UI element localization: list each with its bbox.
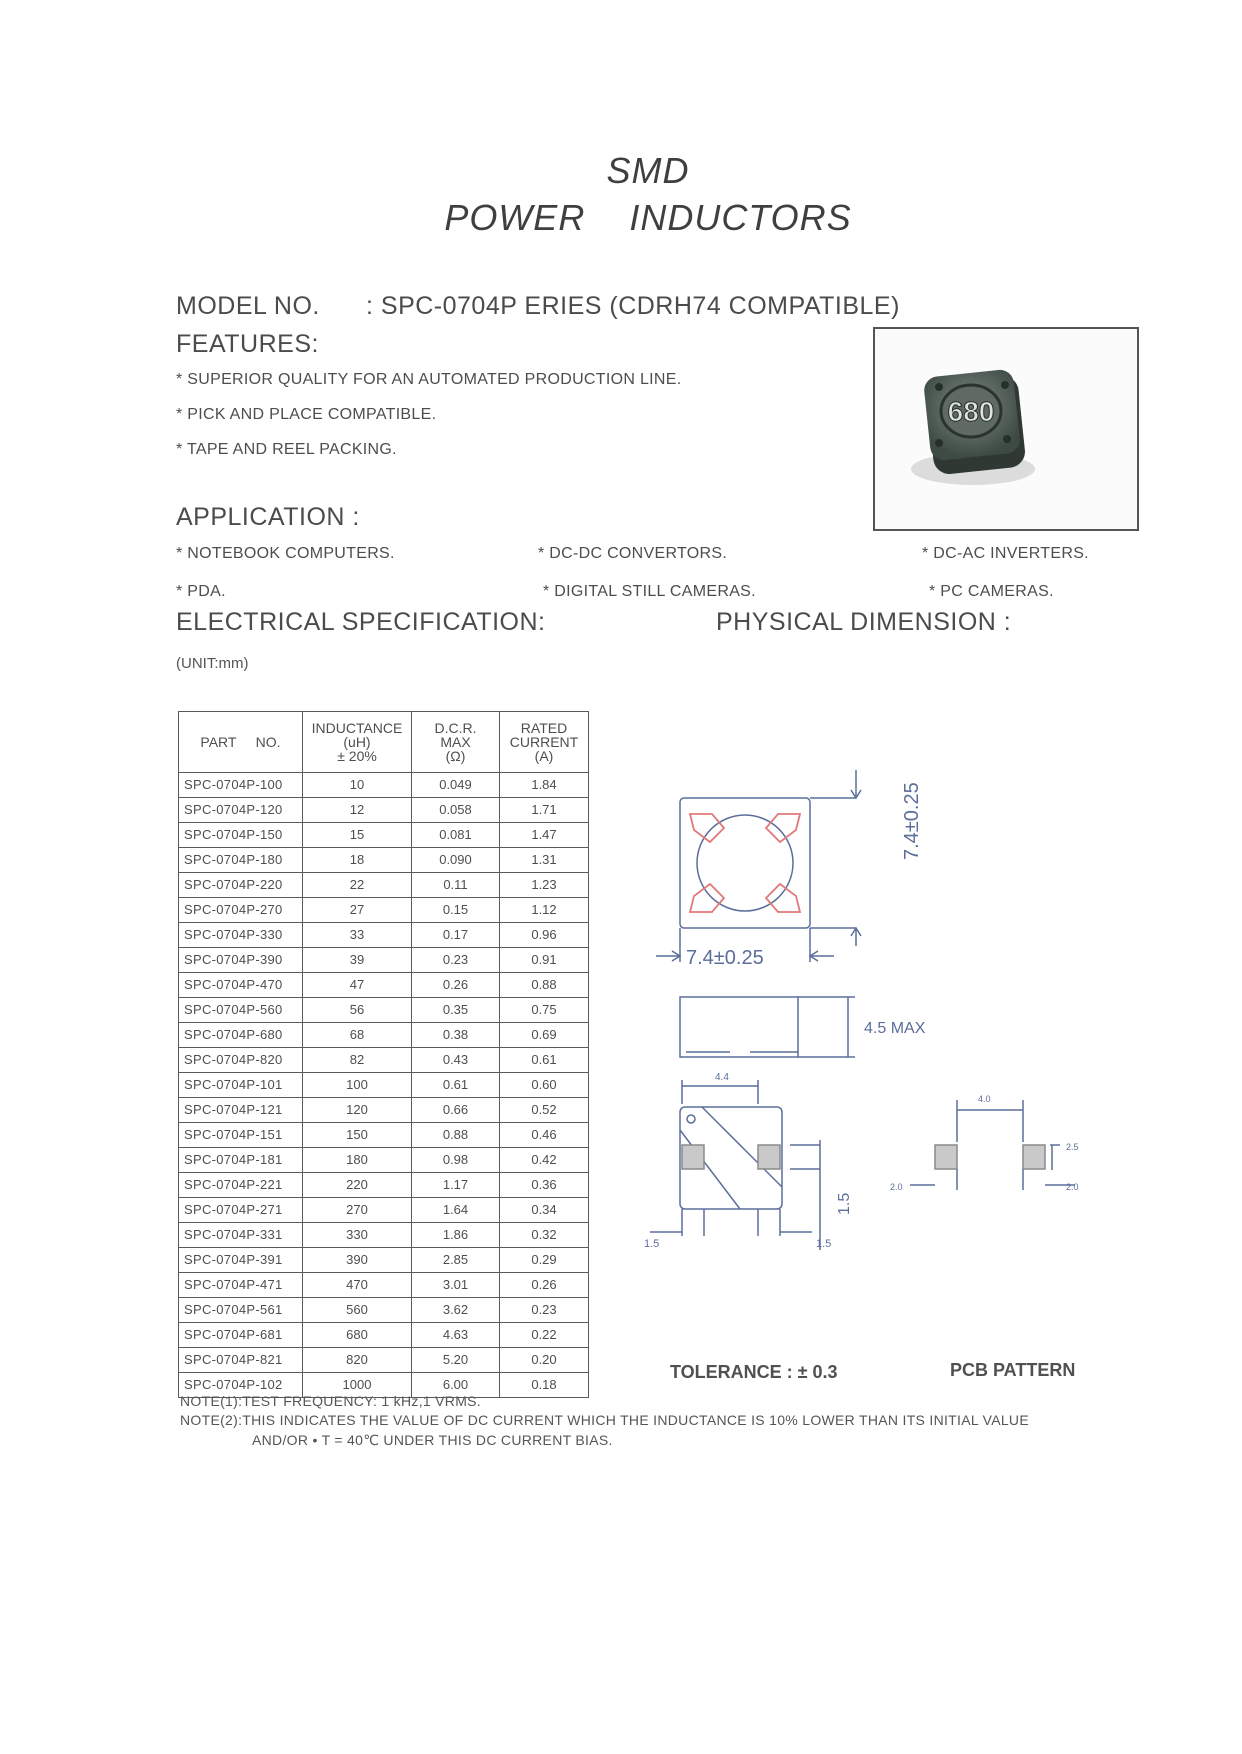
feature-item: * PICK AND PLACE COMPATIBLE. xyxy=(176,406,437,423)
corner-terminals xyxy=(690,814,800,912)
dcr-cell: 0.090 xyxy=(412,848,500,873)
dim-44-label: 4.4 xyxy=(715,1072,729,1083)
inductance-cell: 12 xyxy=(303,798,412,823)
table-row xyxy=(179,1273,589,1298)
application-item: * DC-AC INVERTERS. xyxy=(922,545,1089,562)
inductance-cell: 18 xyxy=(303,848,412,873)
table-row xyxy=(179,823,589,848)
inductance-cell: 560 xyxy=(303,1298,412,1323)
title-line-1: SMD xyxy=(606,150,690,191)
note-1: NOTE(1):TEST FREQUENCY: 1 kHz,1 VRMS. xyxy=(180,1393,481,1409)
table-row xyxy=(179,798,589,823)
table-row xyxy=(179,848,589,873)
current-cell: 0.88 xyxy=(500,973,589,998)
header-current: RATED CURRENT (A) xyxy=(500,712,589,773)
part-no-cell: SPC-0704P-270 xyxy=(179,898,303,923)
header-inductance: INDUCTANCE (uH) ± 20% xyxy=(303,712,412,773)
dcr-cell: 5.20 xyxy=(412,1348,500,1373)
table-row xyxy=(179,973,589,998)
part-no-cell: SPC-0704P-121 xyxy=(179,1098,303,1123)
current-cell: 0.60 xyxy=(500,1073,589,1098)
unit-label: (UNIT:mm) xyxy=(176,655,249,672)
features-heading: FEATURES: xyxy=(176,330,319,358)
inductance-cell: 270 xyxy=(303,1198,412,1223)
inductance-cell: 56 xyxy=(303,998,412,1023)
dcr-cell: 0.11 xyxy=(412,873,500,898)
table-row xyxy=(179,998,589,1023)
dim-15-left-label: 1.5 xyxy=(644,1238,660,1250)
inductance-cell: 390 xyxy=(303,1248,412,1273)
current-cell: 0.96 xyxy=(500,923,589,948)
current-cell: 0.34 xyxy=(500,1198,589,1223)
current-cell: 0.32 xyxy=(500,1223,589,1248)
side-view-outline xyxy=(680,997,798,1057)
feature-item: * TAPE AND REEL PACKING. xyxy=(176,441,397,458)
table-row xyxy=(179,1323,589,1348)
inductance-cell: 150 xyxy=(303,1123,412,1148)
table-row xyxy=(179,1173,589,1198)
dcr-cell: 0.98 xyxy=(412,1148,500,1173)
current-cell: 0.29 xyxy=(500,1248,589,1273)
inductance-cell: 180 xyxy=(303,1148,412,1173)
dcr-cell: 0.049 xyxy=(412,773,500,798)
part-no-cell: SPC-0704P-820 xyxy=(179,1048,303,1073)
part-no-cell: SPC-0704P-561 xyxy=(179,1298,303,1323)
part-no-cell: SPC-0704P-221 xyxy=(179,1173,303,1198)
application-item: * PDA. xyxy=(176,583,226,600)
part-no-cell: SPC-0704P-391 xyxy=(179,1248,303,1273)
part-no-cell: SPC-0704P-560 xyxy=(179,998,303,1023)
inductance-cell: 39 xyxy=(303,948,412,973)
current-cell: 0.26 xyxy=(500,1273,589,1298)
title-line-2: POWER INDUCTORS xyxy=(444,197,852,238)
part-no-cell: SPC-0704P-180 xyxy=(179,848,303,873)
physical-heading: PHYSICAL DIMENSION : xyxy=(716,608,1012,636)
application-item: * DC-DC CONVERTORS. xyxy=(538,545,728,562)
current-cell: 0.91 xyxy=(500,948,589,973)
dcr-cell: 0.88 xyxy=(412,1123,500,1148)
dcr-cell: 0.38 xyxy=(412,1023,500,1048)
current-cell: 1.12 xyxy=(500,898,589,923)
inductance-cell: 330 xyxy=(303,1223,412,1248)
pcb-pattern-label: PCB PATTERN xyxy=(950,1360,1076,1380)
table-row xyxy=(179,1023,589,1048)
application-item: * NOTEBOOK COMPUTERS. xyxy=(176,545,395,562)
part-no-cell: SPC-0704P-102 xyxy=(179,1373,303,1398)
part-no-cell: SPC-0704P-120 xyxy=(179,798,303,823)
dim-max-label: 4.5 MAX xyxy=(864,1020,926,1037)
part-no-cell: SPC-0704P-331 xyxy=(179,1223,303,1248)
table-row xyxy=(179,1073,589,1098)
application-item: * DIGITAL STILL CAMERAS. xyxy=(543,583,756,600)
current-cell: 0.52 xyxy=(500,1098,589,1123)
dcr-cell: 6.00 xyxy=(412,1373,500,1398)
dimension-drawing xyxy=(620,750,1220,1390)
header-part-no: PART NO. xyxy=(179,712,303,773)
inductance-cell: 68 xyxy=(303,1023,412,1048)
header-dcr: D.C.R. MAX (Ω) xyxy=(412,712,500,773)
table-row xyxy=(179,1348,589,1373)
current-cell: 0.69 xyxy=(500,1023,589,1048)
inductance-cell: 1000 xyxy=(303,1373,412,1398)
dcr-cell: 2.85 xyxy=(412,1248,500,1273)
current-cell: 0.22 xyxy=(500,1323,589,1348)
dcr-cell: 0.66 xyxy=(412,1098,500,1123)
dim-width-label: 7.4±0.25 xyxy=(686,947,764,969)
current-cell: 0.46 xyxy=(500,1123,589,1148)
part-no-cell: SPC-0704P-821 xyxy=(179,1348,303,1373)
table-row xyxy=(179,1298,589,1323)
inductance-cell: 820 xyxy=(303,1348,412,1373)
part-no-cell: SPC-0704P-470 xyxy=(179,973,303,998)
part-no-cell: SPC-0704P-100 xyxy=(179,773,303,798)
pcb-20-left-label: 2.0 xyxy=(890,1182,903,1192)
core-circle xyxy=(697,815,793,911)
application-heading: APPLICATION : xyxy=(176,503,360,531)
part-no-cell: SPC-0704P-271 xyxy=(179,1198,303,1223)
dcr-cell: 1.17 xyxy=(412,1173,500,1198)
dcr-cell: 1.86 xyxy=(412,1223,500,1248)
dcr-cell: 0.23 xyxy=(412,948,500,973)
part-no-cell: SPC-0704P-150 xyxy=(179,823,303,848)
current-cell: 0.18 xyxy=(500,1373,589,1398)
part-no-cell: SPC-0704P-390 xyxy=(179,948,303,973)
table-row xyxy=(179,1198,589,1223)
current-cell: 0.36 xyxy=(500,1173,589,1198)
table-row xyxy=(179,1098,589,1123)
feature-item: * SUPERIOR QUALITY FOR AN AUTOMATED PRODUCTION LINE. xyxy=(176,371,682,388)
inductance-cell: 82 xyxy=(303,1048,412,1073)
pcb-40-label: 4.0 xyxy=(978,1094,991,1104)
inductor-image xyxy=(875,329,1137,529)
dcr-cell: 1.64 xyxy=(412,1198,500,1223)
inductance-cell: 22 xyxy=(303,873,412,898)
model-label: MODEL NO. xyxy=(176,292,320,320)
dcr-cell: 0.081 xyxy=(412,823,500,848)
part-no-cell: SPC-0704P-471 xyxy=(179,1273,303,1298)
pcb-20-right-label: 2.0 xyxy=(1066,1182,1079,1192)
current-cell: 0.23 xyxy=(500,1298,589,1323)
dcr-cell: 0.43 xyxy=(412,1048,500,1073)
dim-15-vert-label: 1.5 xyxy=(836,1192,853,1215)
inductance-cell: 27 xyxy=(303,898,412,923)
part-no-cell: SPC-0704P-220 xyxy=(179,873,303,898)
current-cell: 0.42 xyxy=(500,1148,589,1173)
part-no-cell: SPC-0704P-330 xyxy=(179,923,303,948)
table-row xyxy=(179,773,589,798)
inductance-cell: 100 xyxy=(303,1073,412,1098)
top-view-outline xyxy=(680,798,810,928)
pcb-25-label: 2.5 xyxy=(1066,1142,1079,1152)
table-row xyxy=(179,1123,589,1148)
table-row xyxy=(179,948,589,973)
current-cell: 0.61 xyxy=(500,1048,589,1073)
dcr-cell: 0.058 xyxy=(412,798,500,823)
dcr-cell: 4.63 xyxy=(412,1323,500,1348)
current-cell: 0.20 xyxy=(500,1348,589,1373)
current-cell: 1.84 xyxy=(500,773,589,798)
product-photo xyxy=(873,327,1139,531)
note-2-continued: AND/OR • T = 40℃ UNDER THIS DC CURRENT BIAS. xyxy=(252,1432,613,1448)
inductance-cell: 470 xyxy=(303,1273,412,1298)
dcr-cell: 0.17 xyxy=(412,923,500,948)
table-row xyxy=(179,873,589,898)
dcr-cell: 3.01 xyxy=(412,1273,500,1298)
table-row xyxy=(179,1248,589,1273)
model-value: : SPC-0704P ERIES (CDRH74 COMPATIBLE) xyxy=(366,292,900,320)
current-cell: 1.31 xyxy=(500,848,589,873)
inductance-cell: 15 xyxy=(303,823,412,848)
note-2: NOTE(2):THIS INDICATES THE VALUE OF DC CURRENT WHICH THE INDUCTANCE IS 10% LOWER THAN ITS INITIAL VALUE xyxy=(180,1412,1029,1428)
current-cell: 1.47 xyxy=(500,823,589,848)
inductance-cell: 33 xyxy=(303,923,412,948)
inductance-cell: 220 xyxy=(303,1173,412,1198)
current-cell: 0.75 xyxy=(500,998,589,1023)
part-no-cell: SPC-0704P-101 xyxy=(179,1073,303,1098)
table-row xyxy=(179,1048,589,1073)
photo-marking: 680 xyxy=(947,396,995,427)
tolerance-label: TOLERANCE : ± 0.3 xyxy=(670,1362,838,1382)
table-row xyxy=(179,898,589,923)
table-row xyxy=(179,1223,589,1248)
dcr-cell: 0.26 xyxy=(412,973,500,998)
inductance-cell: 680 xyxy=(303,1323,412,1348)
part-no-cell: SPC-0704P-680 xyxy=(179,1023,303,1048)
part-no-cell: SPC-0704P-181 xyxy=(179,1148,303,1173)
dcr-cell: 3.62 xyxy=(412,1298,500,1323)
table-row xyxy=(179,1148,589,1173)
electrical-heading: ELECTRICAL SPECIFICATION: xyxy=(176,608,546,636)
dcr-cell: 0.15 xyxy=(412,898,500,923)
application-item: * PC CAMERAS. xyxy=(929,583,1054,600)
inductance-cell: 120 xyxy=(303,1098,412,1123)
dim-height-label: 7.4±0.25 xyxy=(901,782,923,860)
part-no-cell: SPC-0704P-681 xyxy=(179,1323,303,1348)
inductance-cell: 10 xyxy=(303,773,412,798)
current-cell: 1.23 xyxy=(500,873,589,898)
dcr-cell: 0.35 xyxy=(412,998,500,1023)
inductance-cell: 47 xyxy=(303,973,412,998)
part-no-cell: SPC-0704P-151 xyxy=(179,1123,303,1148)
spec-table xyxy=(178,711,589,1398)
dim-15-right-label: 1.5 xyxy=(816,1238,832,1250)
dcr-cell: 0.61 xyxy=(412,1073,500,1098)
current-cell: 1.71 xyxy=(500,798,589,823)
table-header-row xyxy=(179,712,589,773)
table-row xyxy=(179,923,589,948)
